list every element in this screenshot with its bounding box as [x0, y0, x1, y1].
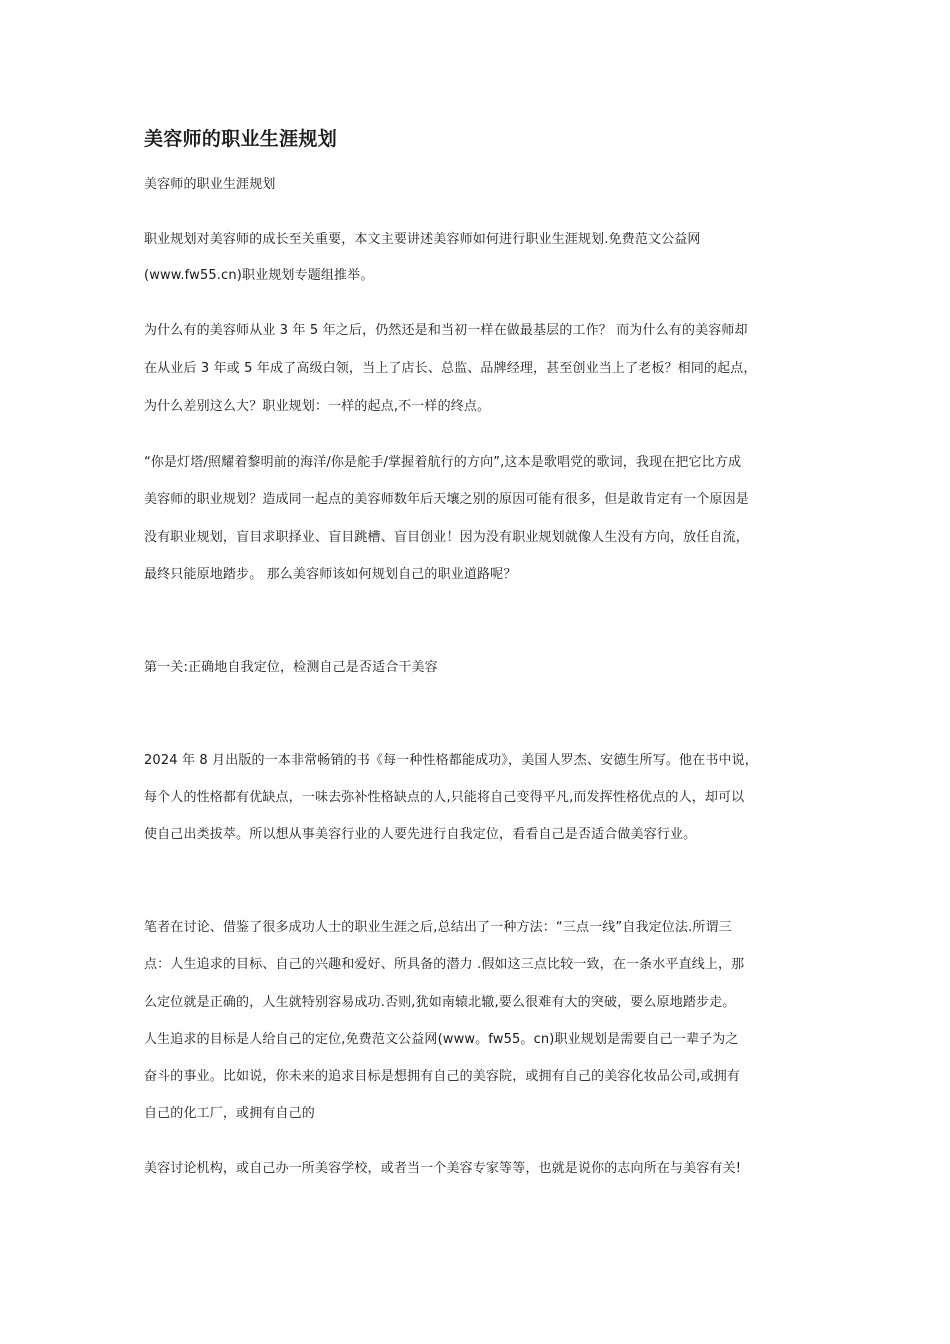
paragraph-line: 美容讨论机构，或自己办一所美容学校，或者当一个美容专家等等，也就是说你的志向所在与美容有关!	[144, 1161, 742, 1176]
paragraph-line: 美容师的职业规划？造成同一起点的美容师数年后天壤之别的原因可能有很多，但是敢肯定有一个原因是	[144, 492, 749, 507]
paragraph-line: 么定位就是正确的，人生就特别容易成功.否则,犹如南辕北辙,要么很难有大的突破，要么原地踏步走。	[144, 995, 736, 1010]
paragraph-line: 笔者在讨论、借鉴了很多成功人士的职业生涯之后,总结出了一种方法：“三点一线”自我定位法.所谓三	[144, 920, 732, 935]
paragraph-line: “你是灯塔/照耀着黎明前的海洋/你是舵手/掌握着航行的方向”,这本是歌唱党的歌词，我现在把它比方成	[144, 455, 742, 470]
section-heading-text: 第一关:正确地自我定位，检测自己是否适合干美容	[144, 660, 438, 675]
paragraph-line: 为什么差别这么大？职业规划：一样的起点,不一样的终点。	[144, 399, 491, 414]
paragraph-line: 没有职业规划，盲目求职择业、盲目跳槽、盲目创业！因为没有职业规划就像人生没有方向，放任自流，	[144, 530, 749, 545]
paragraph-line: 2024 年 8 月出版的一本非常畅销的书《每一种性格都能成功》，美国人罗杰、安德生所写。他在书中说，	[144, 753, 758, 768]
paragraph-line: 使自己出类拔萃。所以想从事美容行业的人要先进行自我定位，看看自己是否适合做美容行业。	[144, 827, 697, 842]
paragraph-line: 职业规划对美容师的成长至关重要，本文主要讲述美容师如何进行职业生涯规划.免费范文公益网	[144, 232, 701, 247]
paragraph-line: 最终只能原地踏步。 那么美容师该如何规划自己的职业道路呢？	[144, 567, 517, 582]
paragraph-line: 奋斗的事业。比如说，你未来的追求目标是想拥有自己的美容院，或拥有自己的美容化妆品公司,或拥有	[144, 1069, 741, 1084]
paragraph-line: 在从业后 3 年或 5 年成了高级白领，当上了店长、总监、品牌经理，甚至创业当上了老板？相同的起点，	[144, 361, 757, 376]
paragraph-line: 为什么有的美容师从业 3 年 5 年之后，仍然还是和当初一样在做最基层的工作？ 而为什么有的美容师却	[144, 323, 748, 338]
paragraph-line: 人生追求的目标是人给自己的定位,免费范文公益网(www。fw55。cn)职业规划是需要自己一辈子为之	[144, 1032, 739, 1047]
paragraph-line: 每个人的性格都有优缺点，一味去弥补性格缺点的人,只能将自己变得平凡,而发挥性格优点的人，却可以	[144, 790, 745, 805]
paragraph-line: 自己的化工厂，或拥有自己的	[144, 1106, 315, 1121]
paragraph-line: 点：人生追求的目标、自己的兴趣和爱好、所具备的潜力 .假如这三点比较一致，在一条水平直线上，那	[144, 957, 745, 972]
document-title: 美容师的职业生涯规划	[144, 128, 338, 150]
document-subtitle: 美容师的职业生涯规划	[144, 177, 276, 192]
paragraph-line: (www.fw55.cn)职业规划专题组推举。	[144, 268, 374, 283]
